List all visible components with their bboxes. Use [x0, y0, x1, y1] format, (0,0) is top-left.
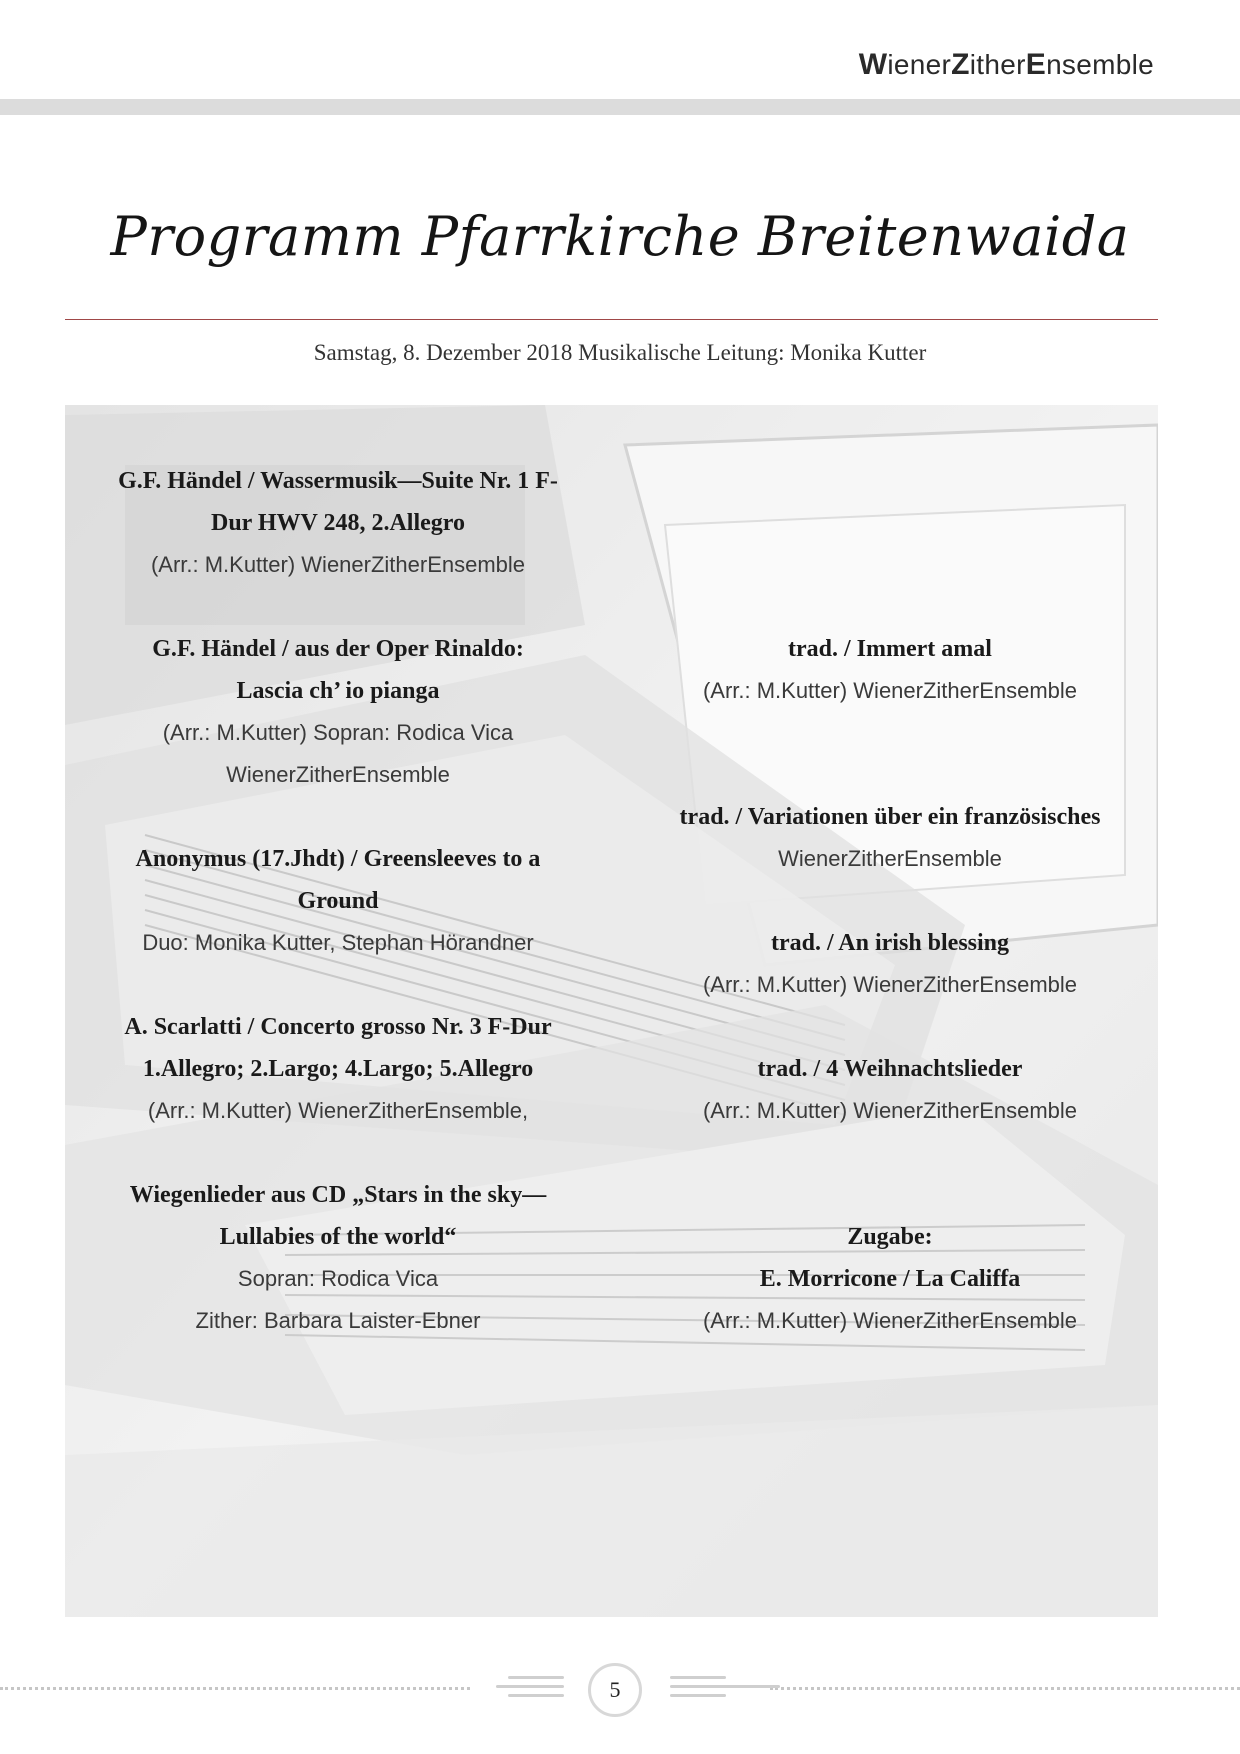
- entry-credit-line: (Arr.: M.Kutter) WienerZitherEnsemble: [702, 678, 1078, 703]
- program-entry: [88, 1174, 588, 1342]
- entry-title-line: G.F. Händel / Wassermusik—Suite Nr. 1 F-: [118, 468, 558, 494]
- entry-credit-line: WienerZitherEnsemble: [226, 762, 450, 787]
- entry-credit-line: Sopran: Rodica Vica: [237, 1266, 439, 1291]
- entry-title-line: E. Morricone / La Califfa: [759, 1266, 1021, 1292]
- entry-title-line: trad. / 4 Weihnachtslieder: [757, 1056, 1023, 1082]
- entry-title-line: G.F. Händel / aus der Oper Rinaldo:: [152, 636, 524, 662]
- entry-credit-line: (Arr.: M.Kutter) WienerZitherEnsemble,: [147, 1098, 529, 1123]
- entry-credit-line: WienerZitherEnsemble: [778, 846, 1002, 871]
- entry-title-line: trad. / Variationen über ein französisches: [679, 804, 1101, 830]
- entry-credit-line: Duo: Monika Kutter, Stephan Hörandner: [142, 930, 534, 955]
- title-divider: [65, 319, 1158, 320]
- footer-ornament-right: [662, 1672, 762, 1702]
- program-entry: [640, 1216, 1140, 1342]
- entry-title-line: Zugabe:: [847, 1224, 933, 1250]
- entry-title-line: Lascia ch’ io pianga: [236, 678, 440, 704]
- program-entry: [88, 628, 588, 796]
- entry-title-line: trad. / Immert amal: [788, 636, 992, 662]
- footer-dotted-line-right: [770, 1687, 1240, 1690]
- entry-credit-line: (Arr.: M.Kutter) WienerZitherEnsemble: [150, 552, 526, 577]
- entry-credit-line: (Arr.: M.Kutter) WienerZitherEnsemble: [702, 1308, 1078, 1333]
- entry-credit-line: (Arr.: M.Kutter) WienerZitherEnsemble: [702, 972, 1078, 997]
- program-entry: [88, 1006, 588, 1132]
- entry-title-line: Lullabies of the world“: [219, 1224, 457, 1250]
- program-entry: [640, 1048, 1140, 1132]
- program-right-column: [640, 460, 1140, 1342]
- subtitle: Samstag, 8. Dezember 2018 Musikalische Leitung: Monika Kutter: [313, 340, 927, 365]
- entry-title-line: 1.Allegro; 2.Largo; 4.Largo; 5.Allegro: [142, 1056, 534, 1082]
- entry-title-line: Wiegenlieder aus CD „Stars in the sky—: [129, 1182, 547, 1208]
- page-title: Programm Pfarrkirche Breitenwaida: [110, 205, 1130, 268]
- entry-title-line: Anonymus (17.Jhdt) / Greensleeves to a: [135, 846, 541, 872]
- entry-title-line: A. Scarlatti / Concerto grosso Nr. 3 F-Dur: [124, 1014, 552, 1040]
- header-brand: WienerZitherEnsemble: [858, 48, 1154, 81]
- program-entry: [640, 922, 1140, 1006]
- entry-credit-line: (Arr.: M.Kutter) WienerZitherEnsemble: [702, 1098, 1078, 1123]
- entry-credit-line: (Arr.: M.Kutter) Sopran: Rodica Vica: [162, 720, 514, 745]
- entry-title-line: Dur HWV 248, 2.Allegro: [210, 510, 465, 536]
- entry-credit-line: Zither: Barbara Laister-Ebner: [195, 1308, 481, 1333]
- header-bar: [0, 99, 1240, 115]
- page-number: 5: [588, 1663, 642, 1717]
- entry-title-line: trad. / An irish blessing: [770, 930, 1010, 956]
- program-entry: [88, 838, 588, 964]
- program-entry: [640, 628, 1140, 712]
- footer-dotted-line-left: [0, 1687, 470, 1690]
- program-left-column: [88, 460, 588, 1342]
- program-entry: [640, 796, 1140, 880]
- footer-ornament-left: [478, 1672, 578, 1702]
- program-entry: [88, 460, 588, 586]
- entry-title-line: Ground: [297, 888, 379, 914]
